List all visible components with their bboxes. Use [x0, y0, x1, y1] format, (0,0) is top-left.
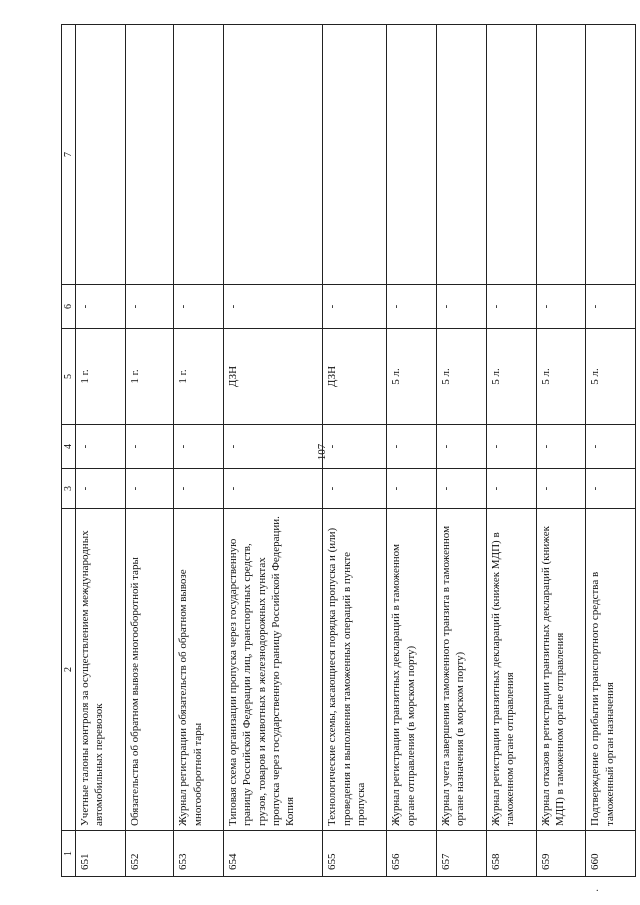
header-cell: 4 [62, 425, 76, 469]
cell-col4: - [536, 425, 586, 469]
header-cell: 3 [62, 469, 76, 509]
row-number: 659 [536, 831, 586, 877]
row-number: 657 [437, 831, 487, 877]
header-row [62, 25, 76, 877]
row-number: 651 [76, 831, 126, 877]
table-row [323, 25, 387, 877]
row-number: 656 [387, 831, 437, 877]
cell-col7 [437, 25, 487, 285]
cell-col3: - [76, 469, 126, 509]
table-row [76, 25, 126, 877]
cell-col3: - [174, 469, 224, 509]
cell-col3: - [387, 469, 437, 509]
record-title: Журнал отказов в регистрации транзитных деклараций (книжек МДП) в таможенном органе отправления [536, 509, 586, 831]
cell-col5: 5 л. [486, 329, 536, 425]
table-row [174, 25, 224, 877]
cell-col7 [125, 25, 174, 285]
cell-col7 [323, 25, 387, 285]
record-title: Журнал регистрации обязательств об обратном вывозе многооборотной тары [174, 509, 224, 831]
cell-col4: - [387, 425, 437, 469]
row-number: 655 [323, 831, 387, 877]
header-cell: 1 [62, 831, 76, 877]
cell-col3: - [323, 469, 387, 509]
cell-col4: - [486, 425, 536, 469]
cell-col3: - [224, 469, 323, 509]
table-row [437, 25, 487, 877]
cell-col4: - [586, 425, 636, 469]
row-number: 652 [125, 831, 174, 877]
table-row [586, 25, 636, 877]
cell-col5: 1 г. [76, 329, 126, 425]
header-cell: 7 [62, 25, 76, 285]
record-title: Журнал регистрации транзитных деклараций в таможенном органе отправления (в морском порту) [387, 509, 437, 831]
cell-col3: - [486, 469, 536, 509]
table-row [125, 25, 174, 877]
record-title: Технологические схемы, касающиеся порядка пропуска и (или) проведения и выполнения таможенных операций в пункте пропуска [323, 509, 387, 831]
cell-col7 [486, 25, 536, 285]
cell-col3: - [586, 469, 636, 509]
cell-col4: - [437, 425, 487, 469]
record-title: Учетные талоны контроля за осуществлением международных автомобильных перевозок [76, 509, 126, 831]
cell-col3: - [125, 469, 174, 509]
table-row [536, 25, 586, 877]
cell-col5: 5 л. [536, 329, 586, 425]
cell-col4: - [323, 425, 387, 469]
row-number: 654 [224, 831, 323, 877]
row-number: 653 [174, 831, 224, 877]
header-cell: 5 [62, 329, 76, 425]
record-title: Обязательства об обратном вывозе многооборотной тары [125, 509, 174, 831]
header-cell: 6 [62, 285, 76, 329]
cell-col6: - [125, 285, 174, 329]
cell-col6: - [387, 285, 437, 329]
cell-col3: - [437, 469, 487, 509]
cell-col6: - [437, 285, 487, 329]
cell-col4: - [76, 425, 126, 469]
table-row [224, 25, 323, 877]
cell-col7 [174, 25, 224, 285]
cell-col4: - [224, 425, 323, 469]
cell-col6: - [76, 285, 126, 329]
rotated-table-container [61, 25, 636, 877]
record-title: Типовая схема организации пропуска через государственную границу Российской Федерации лиц, транспортных средств, грузов, товаров и животных в железнодорожных пунктах пропуска через государственную границу Российской Федерации. Копия [224, 509, 323, 831]
record-title: Подтверждение о прибытии транспортного средства в таможенный орган назначения [586, 509, 636, 831]
record-title: Журнал учета завершения таможенного транзита в таможенном органе назначения (в морском порту) [437, 509, 487, 831]
cell-col7 [76, 25, 126, 285]
cell-col3: - [536, 469, 586, 509]
records-table [61, 24, 636, 877]
record-title: Журнал регистрации транзитных деклараций (книжек МДП) в таможенном органе отправления [486, 509, 536, 831]
cell-col5: 5 л. [387, 329, 437, 425]
cell-col6: - [536, 285, 586, 329]
cell-col6: - [323, 285, 387, 329]
table-row [387, 25, 437, 877]
cell-col7 [536, 25, 586, 285]
cell-col7 [387, 25, 437, 285]
table-row [486, 25, 536, 877]
cell-col5: 5 л. [586, 329, 636, 425]
cell-col7 [586, 25, 636, 285]
cell-col6: - [486, 285, 536, 329]
cell-col4: - [125, 425, 174, 469]
row-number: 660 [586, 831, 636, 877]
cell-col5: 1 г. [174, 329, 224, 425]
cell-col6: - [586, 285, 636, 329]
cell-col7 [224, 25, 323, 285]
footer-mark: . [596, 883, 599, 894]
cell-col6: - [224, 285, 323, 329]
cell-col5: ДЗН [323, 329, 387, 425]
header-cell: 2 [62, 509, 76, 831]
row-number: 658 [486, 831, 536, 877]
cell-col6: - [174, 285, 224, 329]
cell-col5: ДЗН [224, 329, 323, 425]
cell-col4: - [174, 425, 224, 469]
cell-col5: 5 л. [437, 329, 487, 425]
cell-col5: 1 г. [125, 329, 174, 425]
page-number: 107 [316, 443, 328, 461]
